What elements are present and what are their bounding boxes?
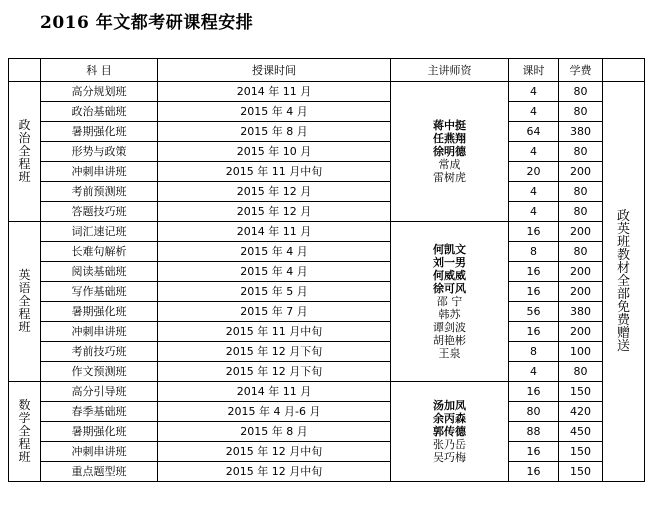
- group-name-label: 政治全程班: [18, 118, 31, 184]
- time-cell: 2015 年 7 月: [158, 302, 391, 322]
- teacher-name: 韩苏: [438, 308, 461, 321]
- time-cell: 2015 年 11 月中旬: [158, 322, 391, 342]
- hours-cell: 56: [509, 302, 559, 322]
- table-row: [9, 262, 645, 282]
- time-cell: 2015 年 12 月下旬: [158, 362, 391, 382]
- subject-cell: 阅读基础班: [41, 262, 158, 282]
- fee-cell: 200: [559, 282, 603, 302]
- teacher-name-bold: 何威威: [433, 269, 466, 282]
- hours-cell: 16: [509, 382, 559, 402]
- subject-cell: 冲刺串讲班: [41, 322, 158, 342]
- time-cell: 2015 年 8 月: [158, 422, 391, 442]
- fee-cell: 200: [559, 162, 603, 182]
- fee-cell: 420: [559, 402, 603, 422]
- subject-cell: 考前预测班: [41, 182, 158, 202]
- schedule-body: [9, 82, 645, 482]
- table-row: [9, 142, 645, 162]
- header-subject: 科 目: [41, 59, 158, 82]
- hours-cell: 4: [509, 102, 559, 122]
- teacher-name-bold: 汤加凤: [433, 399, 466, 412]
- hours-cell: 80: [509, 402, 559, 422]
- time-cell: 2015 年 11 月中旬: [158, 162, 391, 182]
- table-row: [9, 242, 645, 262]
- hours-cell: 16: [509, 282, 559, 302]
- group-name: [9, 82, 41, 222]
- table-row: [9, 82, 645, 102]
- group-name-label: 数学全程班: [18, 398, 31, 464]
- subject-cell: 答题技巧班: [41, 202, 158, 222]
- time-cell: 2015 年 12 月中旬: [158, 462, 391, 482]
- time-cell: 2015 年 12 月中旬: [158, 442, 391, 462]
- table-row: [9, 422, 645, 442]
- teacher-name: 张乃岳: [433, 438, 466, 451]
- subject-cell: 写作基础班: [41, 282, 158, 302]
- teacher-name-bold: 徐可风: [433, 282, 466, 295]
- time-cell: 2014 年 11 月: [158, 222, 391, 242]
- subject-cell: 高分引导班: [41, 382, 158, 402]
- table-row: [9, 162, 645, 182]
- fee-cell: 80: [559, 242, 603, 262]
- header-fee: 学费: [559, 59, 603, 82]
- time-cell: 2015 年 12 月: [158, 182, 391, 202]
- table-header-row: [9, 59, 645, 82]
- hours-cell: 64: [509, 122, 559, 142]
- subject-cell: 春季基础班: [41, 402, 158, 422]
- fee-cell: 100: [559, 342, 603, 362]
- table-row: [9, 322, 645, 342]
- group-name: [9, 222, 41, 382]
- table-row: [9, 402, 645, 422]
- hours-cell: 16: [509, 462, 559, 482]
- header-gift: [603, 59, 645, 82]
- hours-cell: 20: [509, 162, 559, 182]
- fee-cell: 150: [559, 442, 603, 462]
- group-name-label: 英语全程班: [18, 268, 31, 334]
- subject-cell: 考前技巧班: [41, 342, 158, 362]
- teachers-cell: [391, 82, 509, 222]
- time-cell: 2015 年 4 月: [158, 242, 391, 262]
- teachers-cell: [391, 222, 509, 382]
- hours-cell: 16: [509, 222, 559, 242]
- hours-cell: 4: [509, 182, 559, 202]
- hours-cell: 16: [509, 322, 559, 342]
- schedule-table: [8, 58, 645, 482]
- hours-cell: 4: [509, 142, 559, 162]
- time-cell: 2015 年 4 月: [158, 102, 391, 122]
- table-row: [9, 382, 645, 402]
- table-row: [9, 282, 645, 302]
- header-hours: 课时: [509, 59, 559, 82]
- table-row: [9, 182, 645, 202]
- fee-cell: 80: [559, 362, 603, 382]
- teacher-name: 谭剑波: [433, 321, 466, 334]
- time-cell: 2014 年 11 月: [158, 82, 391, 102]
- subject-cell: 作文预测班: [41, 362, 158, 382]
- subject-cell: 暑期强化班: [41, 422, 158, 442]
- fee-cell: 200: [559, 222, 603, 242]
- header-time: 授课时间: [158, 59, 391, 82]
- teacher-name: 雷树虎: [433, 171, 466, 184]
- table-row: [9, 122, 645, 142]
- teacher-name: 王泉: [438, 347, 461, 360]
- time-cell: 2015 年 12 月: [158, 202, 391, 222]
- page-title: 2016 年文都考研课程安排: [40, 13, 254, 33]
- table-row: [9, 442, 645, 462]
- teacher-name: 吴巧梅: [433, 451, 466, 464]
- teacher-name-bold: 何凯文: [433, 243, 466, 256]
- teachers-cell: [391, 382, 509, 482]
- teacher-name: 邵 宁: [436, 295, 463, 308]
- subject-cell: 词汇速记班: [41, 222, 158, 242]
- hours-cell: 8: [509, 242, 559, 262]
- subject-cell: 暑期强化班: [41, 302, 158, 322]
- teacher-name-bold: 徐明德: [433, 145, 466, 158]
- fee-cell: 80: [559, 142, 603, 162]
- fee-cell: 380: [559, 122, 603, 142]
- table-row: [9, 222, 645, 242]
- subject-cell: 重点题型班: [41, 462, 158, 482]
- teacher-name-bold: 刘一男: [433, 256, 466, 269]
- hours-cell: 8: [509, 342, 559, 362]
- hours-cell: 4: [509, 202, 559, 222]
- time-cell: 2014 年 11 月: [158, 382, 391, 402]
- fee-cell: 80: [559, 202, 603, 222]
- hours-cell: 4: [509, 82, 559, 102]
- table-row: [9, 202, 645, 222]
- subject-cell: 冲刺串讲班: [41, 442, 158, 462]
- subject-cell: 高分规划班: [41, 82, 158, 102]
- group-name: [9, 382, 41, 482]
- fee-cell: 150: [559, 382, 603, 402]
- fee-cell: 80: [559, 182, 603, 202]
- free-materials-note: [603, 82, 645, 482]
- subject-cell: 冲刺串讲班: [41, 162, 158, 182]
- header-group: [9, 59, 41, 82]
- teacher-name-bold: 任燕翔: [433, 132, 466, 145]
- hours-cell: 4: [509, 362, 559, 382]
- fee-cell: 200: [559, 322, 603, 342]
- time-cell: 2015 年 10 月: [158, 142, 391, 162]
- table-row: [9, 462, 645, 482]
- fee-cell: 80: [559, 102, 603, 122]
- teacher-name-bold: 郭传德: [433, 425, 466, 438]
- table-row: [9, 102, 645, 122]
- fee-cell: 380: [559, 302, 603, 322]
- subject-cell: 暑期强化班: [41, 122, 158, 142]
- teacher-name-bold: 蒋中挺: [433, 119, 466, 132]
- subject-cell: 政治基础班: [41, 102, 158, 122]
- table-row: [9, 342, 645, 362]
- time-cell: 2015 年 8 月: [158, 122, 391, 142]
- time-cell: 2015 年 12 月下旬: [158, 342, 391, 362]
- hours-cell: 16: [509, 262, 559, 282]
- fee-cell: 200: [559, 262, 603, 282]
- fee-cell: 150: [559, 462, 603, 482]
- free-materials-label: 政英班教材全部免费赠送: [616, 209, 630, 354]
- hours-cell: 88: [509, 422, 559, 442]
- fee-cell: 450: [559, 422, 603, 442]
- header-teachers: 主讲师资: [391, 59, 509, 82]
- hours-cell: 16: [509, 442, 559, 462]
- teacher-name: 胡艳彬: [433, 334, 466, 347]
- time-cell: 2015 年 4 月-6 月: [158, 402, 391, 422]
- teacher-name-bold: 余丙森: [433, 412, 466, 425]
- time-cell: 2015 年 5 月: [158, 282, 391, 302]
- fee-cell: 80: [559, 82, 603, 102]
- table-row: [9, 302, 645, 322]
- subject-cell: 形势与政策: [41, 142, 158, 162]
- time-cell: 2015 年 4 月: [158, 262, 391, 282]
- subject-cell: 长难句解析: [41, 242, 158, 262]
- teacher-name: 常成: [438, 158, 461, 171]
- table-row: [9, 362, 645, 382]
